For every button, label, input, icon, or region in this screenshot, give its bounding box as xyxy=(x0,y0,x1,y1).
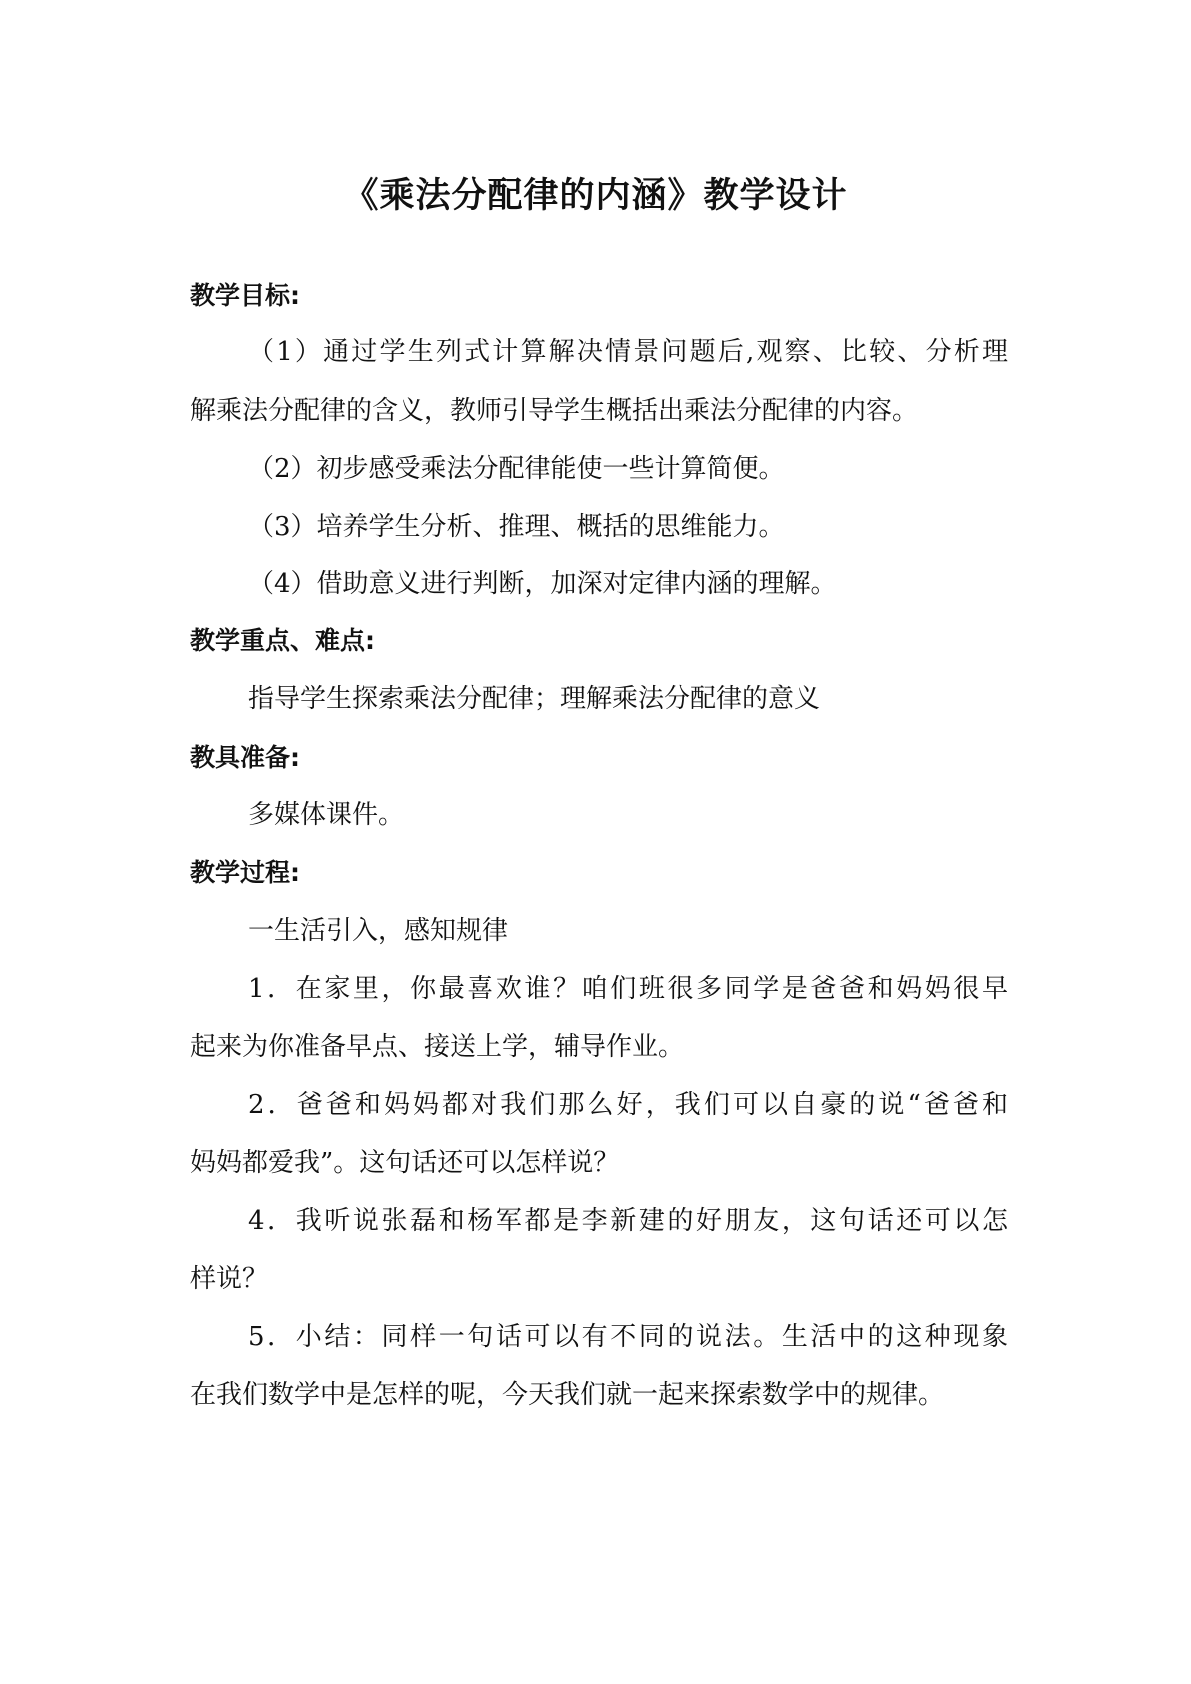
goal-item-4: （4）借助意义进行判断，加深对定律内涵的理解。 xyxy=(248,569,837,599)
materials-text: 多媒体课件。 xyxy=(248,800,405,830)
goal-item-1-line-1: （1）通过学生列式计算解决情景问题后,观察、比较、分析理 xyxy=(248,337,1008,367)
process-subheading: 一生活引入，感知规律 xyxy=(248,916,509,946)
process-item-4-line-1: 4．我听说张磊和杨军都是李新建的好朋友，这句话还可以怎 xyxy=(248,1206,1008,1236)
goal-item-3: （3）培养学生分析、推理、概括的思维能力。 xyxy=(248,512,785,542)
section-heading-materials: 教具准备: xyxy=(190,743,300,772)
key-points-text: 指导学生探索乘法分配律；理解乘法分配律的意义 xyxy=(248,684,821,714)
section-heading-process: 教学过程: xyxy=(190,858,300,887)
process-item-5-line-2: 在我们数学中是怎样的呢，今天我们就一起来探索数学中的规律。 xyxy=(190,1380,945,1410)
process-item-2-line-1: 2．爸爸和妈妈都对我们那么好，我们可以自豪的说“爸爸和 xyxy=(248,1090,1008,1120)
process-item-1-line-1: 1．在家里，你最喜欢谁？咱们班很多同学是爸爸和妈妈很早 xyxy=(248,974,1008,1004)
process-item-1-line-2: 起来为你准备早点、接送上学，辅导作业。 xyxy=(190,1032,685,1062)
page-title: 《乘法分配律的内涵》教学设计 xyxy=(343,176,848,216)
process-item-2-line-2: 妈妈都爱我”。这句话还可以怎样说？ xyxy=(190,1148,620,1178)
section-heading-key-points: 教学重点、难点: xyxy=(190,626,375,655)
goal-item-2: （2）初步感受乘法分配律能使一些计算简便。 xyxy=(248,454,785,484)
process-item-4-line-2: 样说？ xyxy=(190,1264,269,1294)
section-heading-goals: 教学目标: xyxy=(190,281,300,310)
goal-item-1-line-2: 解乘法分配律的含义，教师引导学生概括出乘法分配律的内容。 xyxy=(190,396,919,426)
process-item-5-line-1: 5．小结：同样一句话可以有不同的说法。生活中的这种现象 xyxy=(248,1322,1008,1352)
